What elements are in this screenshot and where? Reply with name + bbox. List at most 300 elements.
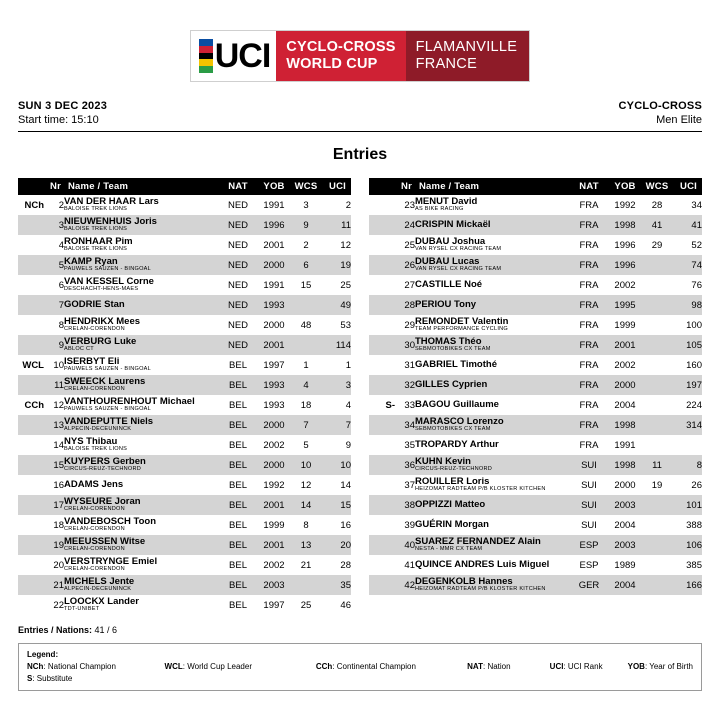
rider-team: VAN RYSEL CX RACING TEAM — [415, 246, 502, 253]
rider-status-marker — [18, 495, 44, 515]
table-row — [369, 575, 702, 595]
rider-status-marker — [369, 295, 395, 315]
rider-year-of-birth: 1998 — [614, 219, 636, 231]
table-row — [18, 355, 351, 375]
rider-status-marker — [369, 275, 395, 295]
table-row — [18, 475, 351, 495]
rider-team: CIRCUS-REUZ-TECHNORD — [415, 466, 493, 473]
legend-desc: : UCI Rank — [563, 662, 603, 671]
col-nr: Nr — [44, 178, 64, 195]
rider-name-team — [415, 535, 570, 555]
rider-name: SWEECK Laurens — [64, 375, 146, 387]
table-row — [18, 595, 351, 615]
legend-item-wcl — [165, 662, 316, 671]
rider-status-marker — [18, 295, 44, 315]
venue-city: FLAMANVILLE — [415, 39, 518, 55]
rider-year-of-birth: 1999 — [614, 319, 636, 331]
rider-world-cup-standing: 5 — [303, 439, 309, 451]
rider-name: WYSEURE Joran — [64, 495, 141, 507]
rider-uci-rank: 41 — [691, 219, 702, 231]
rider-number: 5 — [58, 259, 64, 271]
rider-number: 40 — [404, 539, 415, 551]
rider-world-cup-standing: 12 — [300, 479, 312, 491]
rider-uci-rank: 3 — [345, 379, 351, 391]
rider-status-marker — [369, 515, 395, 535]
rider-uci-rank: 14 — [340, 479, 351, 491]
table-row — [18, 575, 351, 595]
table-row — [369, 255, 702, 275]
rider-year-of-birth: 1997 — [263, 599, 285, 611]
rider-world-cup-standing: 14 — [300, 499, 312, 511]
table-row — [18, 455, 351, 475]
rider-name-team — [64, 475, 219, 495]
legend-title: Legend: — [27, 650, 59, 659]
rider-name: NIEUWENHUIS Joris — [64, 215, 157, 227]
uci-logo — [191, 31, 277, 81]
table-row — [369, 555, 702, 575]
table-row — [369, 335, 702, 355]
col-prefix — [369, 178, 395, 195]
rider-team: SEBMOTOBIKES CX TEAM — [415, 346, 491, 353]
rider-name: VANDEBOSCH Toon — [64, 515, 157, 527]
uci-wordmark: UCI — [214, 37, 271, 75]
rider-team: SEBMOTOBIKES CX TEAM — [415, 426, 491, 433]
rider-name: MEEUSSEN Witse — [64, 535, 146, 547]
event-discipline: CYCLO-CROSS — [618, 100, 702, 112]
entries-columns — [18, 178, 702, 615]
rider-name-team — [64, 495, 219, 515]
rider-nation: FRA — [579, 199, 599, 211]
rider-year-of-birth: 2002 — [614, 279, 636, 291]
rider-nation: SUI — [581, 479, 597, 491]
rider-number: 24 — [404, 219, 415, 231]
rider-status-marker — [18, 595, 44, 615]
rider-name: KUHN Kevin — [415, 455, 471, 467]
rider-name: VAN KESSEL Corne — [64, 275, 154, 287]
rider-name: THOMAS Théo — [415, 335, 482, 347]
rider-nation: SUI — [581, 499, 597, 511]
rider-nation: FRA — [579, 379, 599, 391]
rider-number: 36 — [404, 459, 415, 471]
event-date: SUN 3 DEC 2023 — [18, 100, 108, 112]
rider-nation: BEL — [229, 439, 247, 451]
rider-nation: NED — [227, 239, 249, 251]
rider-world-cup-standing — [642, 375, 672, 395]
rider-team: CRELAN-CORENDON — [64, 566, 125, 573]
rider-name: TROPARDY Arthur — [415, 439, 499, 451]
rider-uci-rank: 7 — [345, 419, 351, 431]
rider-world-cup-standing — [642, 355, 672, 375]
rider-status-marker — [18, 575, 44, 595]
rider-name-team — [415, 235, 570, 255]
rider-world-cup-standing: 4 — [303, 379, 309, 391]
rider-year-of-birth: 2001 — [614, 339, 636, 351]
rider-uci-rank: 100 — [686, 319, 702, 331]
rider-number: 6 — [58, 279, 64, 291]
table-row — [369, 195, 702, 215]
rider-uci-rank: 34 — [691, 199, 702, 211]
rider-uci-rank: 52 — [691, 239, 702, 251]
rider-team: CIRCUS-REUZ-TECHNORD — [64, 466, 142, 473]
rider-world-cup-standing: 7 — [303, 419, 309, 431]
rider-number: 30 — [404, 339, 415, 351]
rider-name: MARASCO Lorenzo — [415, 415, 504, 427]
rider-world-cup-standing — [642, 495, 672, 515]
table-row — [369, 495, 702, 515]
rider-number: 26 — [404, 259, 415, 271]
rider-name: ISERBYT Eli — [64, 355, 120, 367]
rider-name: MENUT David — [415, 195, 478, 207]
rider-nation: BEL — [229, 359, 247, 371]
rider-name-team — [64, 555, 219, 575]
rider-uci-rank: 314 — [686, 419, 702, 431]
rider-year-of-birth: 2004 — [614, 519, 636, 531]
rider-name-team — [64, 275, 219, 295]
rider-nation: FRA — [579, 299, 599, 311]
col-uci: UCI — [672, 178, 702, 195]
rider-name-team — [415, 395, 570, 415]
rider-nation: NED — [227, 279, 249, 291]
rider-world-cup-standing: 11 — [652, 459, 662, 471]
rider-year-of-birth: 1993 — [263, 399, 285, 411]
rider-number: 3 — [58, 219, 64, 231]
rider-name-team — [64, 315, 219, 335]
rider-nation: FRA — [579, 359, 599, 371]
rider-nation: FRA — [579, 219, 599, 231]
rider-status-marker — [369, 535, 395, 555]
table-row — [369, 415, 702, 435]
rider-year-of-birth: 2001 — [263, 539, 285, 551]
rider-world-cup-standing — [642, 395, 672, 415]
rider-name-team — [64, 335, 219, 355]
rider-world-cup-standing — [642, 575, 672, 595]
rider-name: MICHELS Jente — [64, 575, 135, 587]
rider-nation: NED — [227, 199, 249, 211]
uci-rainbow-bars-icon — [199, 39, 213, 73]
rider-team: NESTA - MMR CX TEAM — [415, 546, 483, 553]
rider-name-team — [64, 455, 219, 475]
rider-number: 23 — [404, 199, 415, 211]
rider-world-cup-standing — [642, 555, 672, 575]
rider-year-of-birth: 2000 — [263, 319, 285, 331]
rider-number: 18 — [53, 519, 64, 531]
rider-number: 35 — [404, 439, 415, 451]
rider-uci-rank: 46 — [340, 599, 351, 611]
rider-team: ABLOC CT — [64, 346, 94, 353]
rider-status-marker — [18, 475, 44, 495]
rider-name-team — [64, 295, 219, 315]
rider-world-cup-standing: 13 — [300, 539, 312, 551]
rider-number: 9 — [58, 339, 64, 351]
rider-year-of-birth: 1992 — [614, 199, 636, 211]
rider-status-marker — [369, 195, 395, 215]
rider-world-cup-standing — [642, 315, 672, 335]
table-row — [369, 275, 702, 295]
rider-number: 7 — [58, 299, 64, 311]
rider-uci-rank: 224 — [686, 399, 702, 411]
rider-name: QUINCE ANDRES Luis Miguel — [415, 559, 550, 571]
rider-status-marker — [18, 535, 44, 555]
rider-status-marker: NCh — [24, 199, 44, 211]
rider-uci-rank: 9 — [345, 439, 351, 451]
rider-number: 34 — [404, 419, 415, 431]
rider-year-of-birth: 1993 — [263, 379, 285, 391]
table-row — [18, 495, 351, 515]
rider-status-marker — [369, 435, 395, 455]
rider-nation: BEL — [229, 499, 247, 511]
rider-number: 20 — [53, 559, 64, 571]
col-name: Name / Team — [415, 178, 570, 195]
rider-year-of-birth: 2001 — [263, 239, 285, 251]
rider-status-marker — [369, 575, 395, 595]
rider-name-team — [415, 335, 570, 355]
rider-team: AS BIKE RACING — [415, 206, 464, 213]
rider-number: 39 — [404, 519, 415, 531]
rider-year-of-birth: 2002 — [614, 359, 636, 371]
rider-year-of-birth: 1991 — [614, 439, 636, 451]
rider-year-of-birth: 2001 — [263, 499, 285, 511]
rider-uci-rank: 2 — [345, 199, 351, 211]
rider-uci-rank: 11 — [341, 219, 351, 231]
table-row — [18, 375, 351, 395]
table-row — [369, 395, 702, 415]
rider-world-cup-standing — [642, 295, 672, 315]
rider-uci-rank: 49 — [340, 299, 351, 311]
legend-code: CCh — [315, 662, 333, 671]
rider-uci-rank: 160 — [686, 359, 702, 371]
rider-team: CRELAN-CORENDON — [64, 386, 125, 393]
rider-team: BALOISE TREK LIONS — [64, 446, 128, 453]
rider-nation: NED — [227, 299, 249, 311]
rider-team: PAUWELS SAUZEN - BINGOAL — [64, 406, 152, 413]
rider-nation: FRA — [579, 439, 599, 451]
rider-name: VERBURG Luke — [64, 335, 137, 347]
rider-status-marker — [18, 435, 44, 455]
rider-status-marker — [18, 215, 44, 235]
rider-nation: BEL — [229, 419, 247, 431]
legend-item-yob — [628, 662, 693, 671]
table-header-left — [18, 178, 351, 195]
rider-year-of-birth: 2002 — [263, 439, 285, 451]
rider-name-team — [64, 375, 219, 395]
rider-uci-rank: 76 — [691, 279, 702, 291]
rider-status-marker — [18, 375, 44, 395]
series-title-line2: WORLD CUP — [286, 56, 378, 72]
rider-status-marker — [18, 315, 44, 335]
rider-name: REMONDET Valentin — [415, 315, 509, 327]
rider-year-of-birth: 2004 — [614, 399, 636, 411]
rider-team: CRELAN-CORENDON — [64, 506, 125, 513]
table-body-left — [18, 195, 351, 615]
rider-world-cup-standing: 25 — [300, 599, 312, 611]
rider-world-cup-standing: 1 — [303, 359, 309, 371]
rider-number: 10 — [53, 359, 64, 371]
rider-uci-rank: 12 — [340, 239, 351, 251]
rider-uci-rank: 35 — [340, 579, 351, 591]
rider-number: 41 — [404, 559, 415, 571]
entries-column-left — [18, 178, 351, 615]
rider-number: 12 — [53, 399, 64, 411]
rider-world-cup-standing — [642, 435, 672, 455]
rider-name: DEGENKOLB Hannes — [415, 575, 513, 587]
table-row — [18, 295, 351, 315]
rider-status-marker — [369, 455, 395, 475]
rider-world-cup-standing: 2 — [303, 239, 309, 251]
rider-year-of-birth: 2001 — [263, 339, 285, 351]
rider-name: KAMP Ryan — [64, 255, 118, 267]
legend-code: WCL — [164, 662, 183, 671]
table-row — [369, 355, 702, 375]
rider-name: CRISPIN Mickaël — [415, 219, 491, 231]
legend-desc: : Year of Birth — [644, 662, 693, 671]
rider-year-of-birth: 1991 — [263, 199, 285, 211]
rider-uci-rank: 197 — [686, 379, 702, 391]
legend-item-nat — [467, 662, 550, 671]
rider-nation: SUI — [581, 459, 597, 471]
rider-world-cup-standing: 18 — [300, 399, 312, 411]
rider-name-team — [64, 415, 219, 435]
rider-name-team — [64, 395, 219, 415]
table-row — [18, 215, 351, 235]
rider-name-team — [415, 295, 570, 315]
rider-nation: NED — [227, 259, 249, 271]
rider-name: DUBAU Joshua — [415, 235, 486, 247]
entries-nations-count — [18, 625, 702, 635]
table-row — [18, 435, 351, 455]
legend-box — [18, 643, 702, 691]
rider-year-of-birth: 1998 — [614, 419, 636, 431]
legend-code: S — [27, 674, 33, 683]
rider-nation: NED — [227, 339, 249, 351]
rider-status-marker — [18, 515, 44, 535]
table-row — [18, 515, 351, 535]
rider-world-cup-standing — [291, 295, 321, 315]
rider-name: GUÉRIN Morgan — [415, 519, 489, 531]
rider-number: 33 — [404, 399, 415, 411]
rider-uci-rank: 385 — [686, 559, 702, 571]
rider-world-cup-standing: 9 — [303, 219, 309, 231]
rider-nation: FRA — [579, 339, 599, 351]
table-header-right — [369, 178, 702, 195]
rider-nation: FRA — [579, 319, 599, 331]
rider-number: 13 — [53, 419, 64, 431]
rider-uci-rank: 388 — [686, 519, 702, 531]
col-name: Name / Team — [64, 178, 219, 195]
rider-world-cup-standing: 48 — [300, 319, 312, 331]
rider-world-cup-standing: 15 — [300, 279, 312, 291]
rider-number: 19 — [53, 539, 64, 551]
rider-status-marker — [369, 415, 395, 435]
rider-team: PAUWELS SAUZEN - BINGOAL — [64, 366, 152, 373]
rider-nation: NED — [227, 319, 249, 331]
rider-name: VERSTRYNGE Emiel — [64, 555, 158, 567]
rider-uci-rank: 106 — [686, 539, 702, 551]
rider-name: CASTILLE Noé — [415, 279, 483, 291]
rider-number: 22 — [53, 599, 64, 611]
rider-world-cup-standing: 10 — [300, 459, 312, 471]
rider-team: CRELAN-CORENDON — [64, 546, 125, 553]
legend-row-1 — [27, 662, 693, 671]
rider-name-team — [415, 355, 570, 375]
rider-team: CRELAN-CORENDON — [64, 526, 125, 533]
rider-year-of-birth: 1996 — [614, 259, 636, 271]
rider-uci-rank: 105 — [686, 339, 702, 351]
rider-nation: BEL — [229, 539, 247, 551]
rider-nation: BEL — [229, 579, 247, 591]
rider-number: 15 — [53, 459, 64, 471]
rider-status-marker — [18, 455, 44, 475]
rider-uci-rank: 26 — [691, 479, 702, 491]
rider-nation: ESP — [579, 559, 599, 571]
rider-year-of-birth: 2003 — [263, 579, 285, 591]
event-meta — [18, 100, 702, 126]
rider-name: NYS Thibau — [64, 435, 118, 447]
rider-year-of-birth: 1989 — [614, 559, 636, 571]
rider-team: BALOISE TREK LIONS — [64, 226, 128, 233]
table-row — [18, 235, 351, 255]
rider-team: VAN RYSEL CX RACING TEAM — [415, 266, 502, 273]
rider-status-marker — [369, 355, 395, 375]
rider-nation: BEL — [229, 519, 247, 531]
rider-number: 11 — [54, 379, 64, 391]
rider-name-team — [64, 515, 219, 535]
table-header-row — [369, 178, 702, 195]
rider-name-team — [415, 415, 570, 435]
page-title: Entries — [332, 146, 388, 163]
rider-year-of-birth: 2000 — [614, 379, 636, 391]
rider-name: VAN DER HAAR Lars — [64, 195, 159, 207]
rider-world-cup-standing — [642, 415, 672, 435]
rider-name-team — [415, 435, 570, 455]
rider-name: RONHAAR Pim — [64, 235, 133, 247]
rider-uci-rank: 25 — [340, 279, 351, 291]
rider-nation: NED — [227, 219, 249, 231]
col-prefix — [18, 178, 44, 195]
table-body-right — [369, 195, 702, 595]
table-row — [369, 535, 702, 555]
rider-year-of-birth: 2000 — [263, 459, 285, 471]
rider-name-team — [415, 255, 570, 275]
rider-status-marker — [369, 235, 395, 255]
rider-nation: BEL — [229, 559, 247, 571]
table-row — [369, 295, 702, 315]
rider-uci-rank: 1 — [345, 359, 351, 371]
rider-name-team — [64, 435, 219, 455]
rider-world-cup-standing — [291, 335, 321, 355]
rider-team: DESCHACHT-HENS-MAES — [64, 286, 139, 293]
table-row — [18, 535, 351, 555]
rider-status-marker: S- — [385, 399, 395, 411]
legend-desc: : World Cup Leader — [182, 662, 252, 671]
col-nr: Nr — [395, 178, 415, 195]
rider-name-team — [64, 255, 219, 275]
rider-name-team — [64, 235, 219, 255]
col-nat: NAT — [570, 178, 608, 195]
rider-nation: FRA — [579, 239, 599, 251]
rider-name-team — [415, 515, 570, 535]
table-row — [18, 195, 351, 215]
rider-nation: BEL — [229, 479, 247, 491]
rider-uci-rank: 4 — [345, 399, 351, 411]
rider-uci-rank: 74 — [691, 259, 702, 271]
rider-status-marker — [18, 555, 44, 575]
rider-status-marker — [369, 255, 395, 275]
rider-name-team — [64, 535, 219, 555]
rider-uci-rank: 98 — [691, 299, 702, 311]
rider-uci-rank: 10 — [340, 459, 351, 471]
rider-year-of-birth: 1991 — [263, 279, 285, 291]
table-row — [369, 315, 702, 335]
